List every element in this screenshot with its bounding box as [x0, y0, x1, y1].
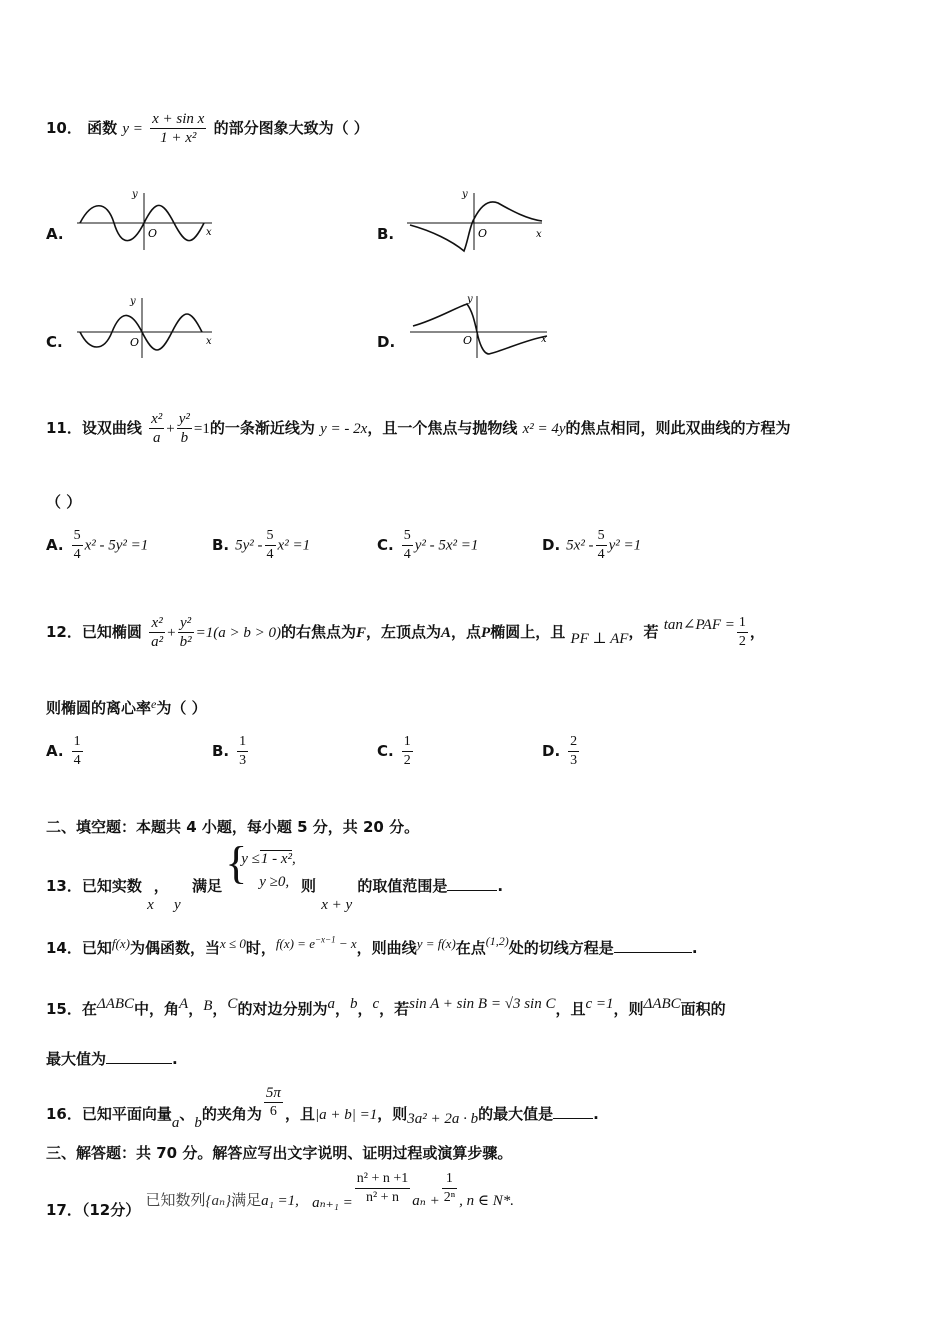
q13-expr: x + y — [321, 897, 353, 913]
q14-exp: −x−1 — [314, 934, 336, 945]
q12-text-mid4: 椭圆上，且 — [490, 623, 566, 641]
option-rest: y² =1 — [608, 537, 642, 554]
option-fraction: $\frac{2}{3}$ — [570, 734, 578, 768]
q17-sequence: {aₙ} — [205, 1193, 232, 1209]
q15-text-pre: 在 — [81, 1000, 97, 1018]
q10-option-b[interactable]: B. — [377, 225, 395, 243]
q11-option-d[interactable]: D. 5x² - $\frac{5}{4}$ y² =1 — [542, 528, 642, 562]
q14-number: 14． — [46, 939, 82, 957]
origin-label: O — [148, 227, 158, 240]
option-fraction: $\frac{1}{2}$ — [403, 734, 411, 768]
q12-option-d[interactable]: D. $\frac{2}{3}$ — [542, 734, 578, 768]
q11-text-pre: 设双曲线 — [81, 419, 142, 437]
q15-answer-blank[interactable] — [106, 1049, 172, 1064]
q16-vec-a: a — [171, 1115, 180, 1131]
q11-option-c[interactable]: C. $\frac{5}{4}$ y² - 5x² =1 — [377, 528, 479, 562]
coef-fraction: $\frac{5}{4}$ — [403, 528, 411, 562]
q17-rec-lhs: aₙ₊₁ = — [312, 1195, 353, 1211]
q12-stem: 12．已知椭圆 $\frac{\text{x²}}{\text{a²}}$ + $\frac{\text{y²}}{\text{b²}}$ =1(a > b > 0)的右焦点为F，左顶点为A，点P椭圆上，且 PF ⊥ AF，若 tan∠PAF = $\frac{1}{2}$ ， — [46, 615, 765, 650]
q12-line2-post: 为（ ） — [156, 699, 207, 717]
q15-c-eq: c =1 — [585, 996, 614, 1012]
q13-number: 13． — [46, 877, 82, 895]
q13-text-pre: 已知实数 — [81, 877, 142, 895]
coef-fraction: $\frac{5}{4}$ — [266, 528, 274, 562]
q11-parabola: x² = 4y — [522, 421, 566, 437]
q16-text-post: 的最大值是 — [478, 1105, 554, 1123]
q11-eq-frac-b: $\frac{\text{y²}}{b}$ — [178, 411, 190, 446]
q13-constraints: { y ≤1 - x², y ≥0, — [227, 848, 296, 893]
q13-answer-blank[interactable] — [447, 876, 497, 891]
q15-angle-A: A — [179, 996, 189, 1012]
q12-e: e — [151, 697, 157, 711]
q13-stem — [46, 848, 504, 913]
q12-number: 12． — [46, 623, 82, 641]
q10-number: 10． — [46, 119, 82, 137]
q17-rec-mid: aₙ + — [412, 1193, 440, 1209]
q14-point: (1,2) — [485, 934, 509, 948]
q14-text-mid1: 为偶函数，当 — [129, 939, 220, 957]
q11-eq-rhs: =1 — [193, 421, 210, 437]
option-fraction: $\frac{1}{4}$ — [73, 734, 81, 768]
q12-option-b[interactable]: B. $\frac{1}{3}$ — [212, 734, 247, 768]
q15-stem: 15．在ΔABC中，角A，B，C的对边分别为a，b，c，若sin A + sin B = √3 sin C，且c =1，则ΔABC面积的 — [46, 996, 726, 1018]
q15-end: . — [172, 1050, 178, 1068]
q12-F: F — [355, 625, 366, 641]
q10-stem — [46, 110, 369, 147]
axis-x-label: x — [541, 334, 547, 345]
q10-option-c[interactable]: C. — [46, 333, 63, 351]
q13-y: y — [174, 897, 181, 913]
q15-line2 — [46, 1048, 178, 1069]
q12-line2 — [46, 697, 207, 718]
q13-then: 则 — [300, 877, 316, 895]
q15-side-a: a — [327, 996, 335, 1012]
q14-f1: f(x) — [111, 936, 130, 951]
q14-text-mid4: 在点 — [455, 939, 486, 957]
q15-number: 15． — [46, 1000, 82, 1018]
q11-text-mid1: 的一条渐近线为 — [209, 419, 315, 437]
axis-x-label: x — [206, 227, 212, 238]
q12-tan-frac: $\frac{1}{2}$ — [738, 615, 746, 649]
q12-text-mid3: ，点 — [451, 623, 482, 641]
origin-label: O — [478, 227, 488, 240]
q11-text-post: 的焦点相同，则此双曲线的方程为 — [565, 419, 791, 437]
q15-equation: sin A + sin B = √3 sin C — [409, 996, 556, 1012]
q12-text-mid5: ，若 — [628, 623, 659, 641]
coef-fraction: $\frac{5}{4}$ — [73, 528, 81, 562]
section-2-heading: 二、填空题：本题共 4 小题，每小题 5 分，共 20 分。 — [46, 818, 420, 836]
option-rest: x² =1 — [277, 537, 311, 554]
q14-text-mid3: ，则曲线 — [356, 939, 417, 957]
q11-option-b[interactable]: B. 5y² - $\frac{5}{4}$ x² =1 — [212, 528, 311, 562]
axis-x-label: x — [206, 336, 212, 347]
q13-x: x — [147, 897, 154, 913]
q10-graph-a — [72, 185, 222, 255]
q11-eq-frac-a: $\frac{\text{x²}}{a}$ — [151, 411, 163, 446]
q12-eq-rhs: =1(a > b > 0) — [195, 625, 281, 641]
q11-asymptote: y = - 2x — [320, 421, 368, 437]
q14-f2b: − x — [335, 936, 357, 951]
q12-line2-pre: 则椭圆的离心率 — [46, 699, 152, 717]
q15-triangle-2: ΔABC — [643, 996, 681, 1012]
q17-tail: , n ∈ N*. — [459, 1193, 514, 1209]
q10-fn-fraction: $\frac{\text{x + sin x}}{\text{1 + x²}}$ — [152, 111, 205, 146]
origin-label: O — [463, 334, 473, 347]
q13-end: . — [497, 877, 504, 895]
q13-text-post: 的取值范围是 — [357, 877, 448, 895]
q16-answer-blank[interactable] — [553, 1104, 593, 1119]
q13-comma: ， — [153, 877, 169, 895]
q11-stem: 11．设双曲线 $\frac{\text{x²}}{a}$ + $\frac{\text{y²}}{b}$ =1的一条渐近线为 y = - 2x，且一个焦点与抛物线 x² = 4y的焦点相同，则此双曲线的方程为 — [46, 411, 791, 446]
option-rest: y² - 5x² =1 — [414, 537, 479, 554]
q12-text-pre: 已知椭圆 — [81, 623, 142, 641]
q11-text-mid2: ，且一个焦点与抛物线 — [367, 419, 518, 437]
option-rest: x² - 5y² =1 — [84, 537, 149, 554]
q12-P: P — [481, 625, 491, 641]
axis-y-label: y — [467, 294, 473, 305]
q17-rec-frac2: $\frac{1}{\text{2ⁿ}}$ — [443, 1171, 456, 1205]
q14-answer-blank[interactable] — [614, 938, 692, 953]
option-lead: 5x² - — [566, 537, 594, 554]
q16-vec-b: b — [194, 1115, 202, 1131]
q14-f2: f(x) = e — [275, 936, 315, 951]
q14-curve: y = f(x) — [416, 936, 456, 951]
q15-side-b: b — [349, 996, 358, 1012]
q12-frac-a: $\frac{\text{x²}}{\text{a²}}$ — [151, 615, 164, 650]
q12-A: A — [441, 625, 452, 641]
q17-rec-frac: $\frac{\text{n² + n +1}}{\text{n² + n}}$ — [356, 1171, 409, 1205]
q12-perp: PF ⊥ AF — [570, 631, 629, 647]
q14-stem — [46, 934, 698, 958]
q10-graph-d — [405, 290, 555, 360]
q12-tan: tan∠PAF = — [663, 617, 735, 633]
q16-expr: 3a² + 2a · b — [407, 1111, 479, 1127]
q15-side-c: c — [372, 996, 380, 1012]
option-lead: 5y² - — [235, 537, 263, 554]
q16-norm: |a + b| =1 — [314, 1107, 378, 1123]
axis-x-label: x — [536, 229, 542, 240]
q17-a1: a₁ =1, — [261, 1193, 299, 1209]
q17-text-pre: 已知数列 — [145, 1191, 206, 1209]
q16-angle-frac: $\frac{5\pi}{6}$ — [265, 1085, 281, 1119]
q12-option-c[interactable]: C. $\frac{1}{2}$ — [377, 734, 411, 768]
section-3-heading: 三、解答题：共 70 分。解答应写出文字说明、证明过程或演算步骤。 — [46, 1144, 513, 1162]
q10-graph-b — [402, 185, 552, 255]
axis-y-label: y — [132, 189, 138, 200]
q15-line2-text: 最大值为 — [46, 1050, 107, 1068]
q10-text-pre: 函数 — [87, 119, 118, 137]
q10-option-a[interactable]: A. — [46, 225, 64, 243]
q11-option-a[interactable]: A. $\frac{5}{4}$ x² - 5y² =1 — [46, 528, 149, 562]
q10-option-d[interactable]: D. — [377, 333, 396, 351]
q17-text-mid: 满足 — [231, 1191, 262, 1209]
q17-number: 17． — [46, 1201, 82, 1219]
q15-angle-B: B — [203, 998, 213, 1014]
q12-text-mid2: ，左顶点为 — [365, 623, 441, 641]
q10-text-post: 的部分图象大致为（ ） — [213, 119, 369, 137]
q17-score: （12分） — [81, 1201, 141, 1219]
q16-stem: 16．已知平面向量a、b的夹角为 $\frac{5\pi}{6}$ ，且|a + b| =1，则3a² + 2a · b的最大值是 . — [46, 1085, 599, 1131]
q11-number: 11． — [46, 419, 82, 437]
q12-end: ， — [749, 623, 765, 641]
axis-y-label: y — [130, 296, 136, 307]
q12-text-mid1: 的右焦点为 — [280, 623, 356, 641]
origin-label: O — [130, 336, 140, 349]
q12-option-a[interactable]: A. $\frac{1}{4}$ — [46, 734, 81, 768]
q17-stem — [46, 1170, 514, 1219]
q15-text-post: 面积的 — [680, 1000, 726, 1018]
q11-paren: （ ） — [46, 493, 82, 511]
q12-frac-b: $\frac{\text{y²}}{\text{b²}}$ — [179, 615, 192, 650]
option-fraction: $\frac{1}{3}$ — [239, 734, 247, 768]
q14-cond: x ≤ 0 — [219, 936, 246, 951]
q14-text-post: 处的切线方程是 — [508, 939, 614, 957]
q16-text-pre: 已知平面向量 — [81, 1105, 172, 1123]
q15-angle-C: C — [227, 996, 238, 1012]
q14-text-pre: 已知 — [81, 939, 112, 957]
q15-triangle: ΔABC — [96, 996, 135, 1012]
q10-graph-c — [72, 292, 222, 362]
q14-end: . — [691, 939, 698, 957]
q13-text-mid: 满足 — [191, 877, 222, 895]
q16-number: 16． — [46, 1105, 82, 1123]
q14-text-mid2: 时， — [245, 939, 276, 957]
q10-fn-lhs: y = — [122, 121, 143, 137]
coef-fraction: $\frac{5}{4}$ — [597, 528, 605, 562]
axis-y-label: y — [462, 189, 468, 200]
